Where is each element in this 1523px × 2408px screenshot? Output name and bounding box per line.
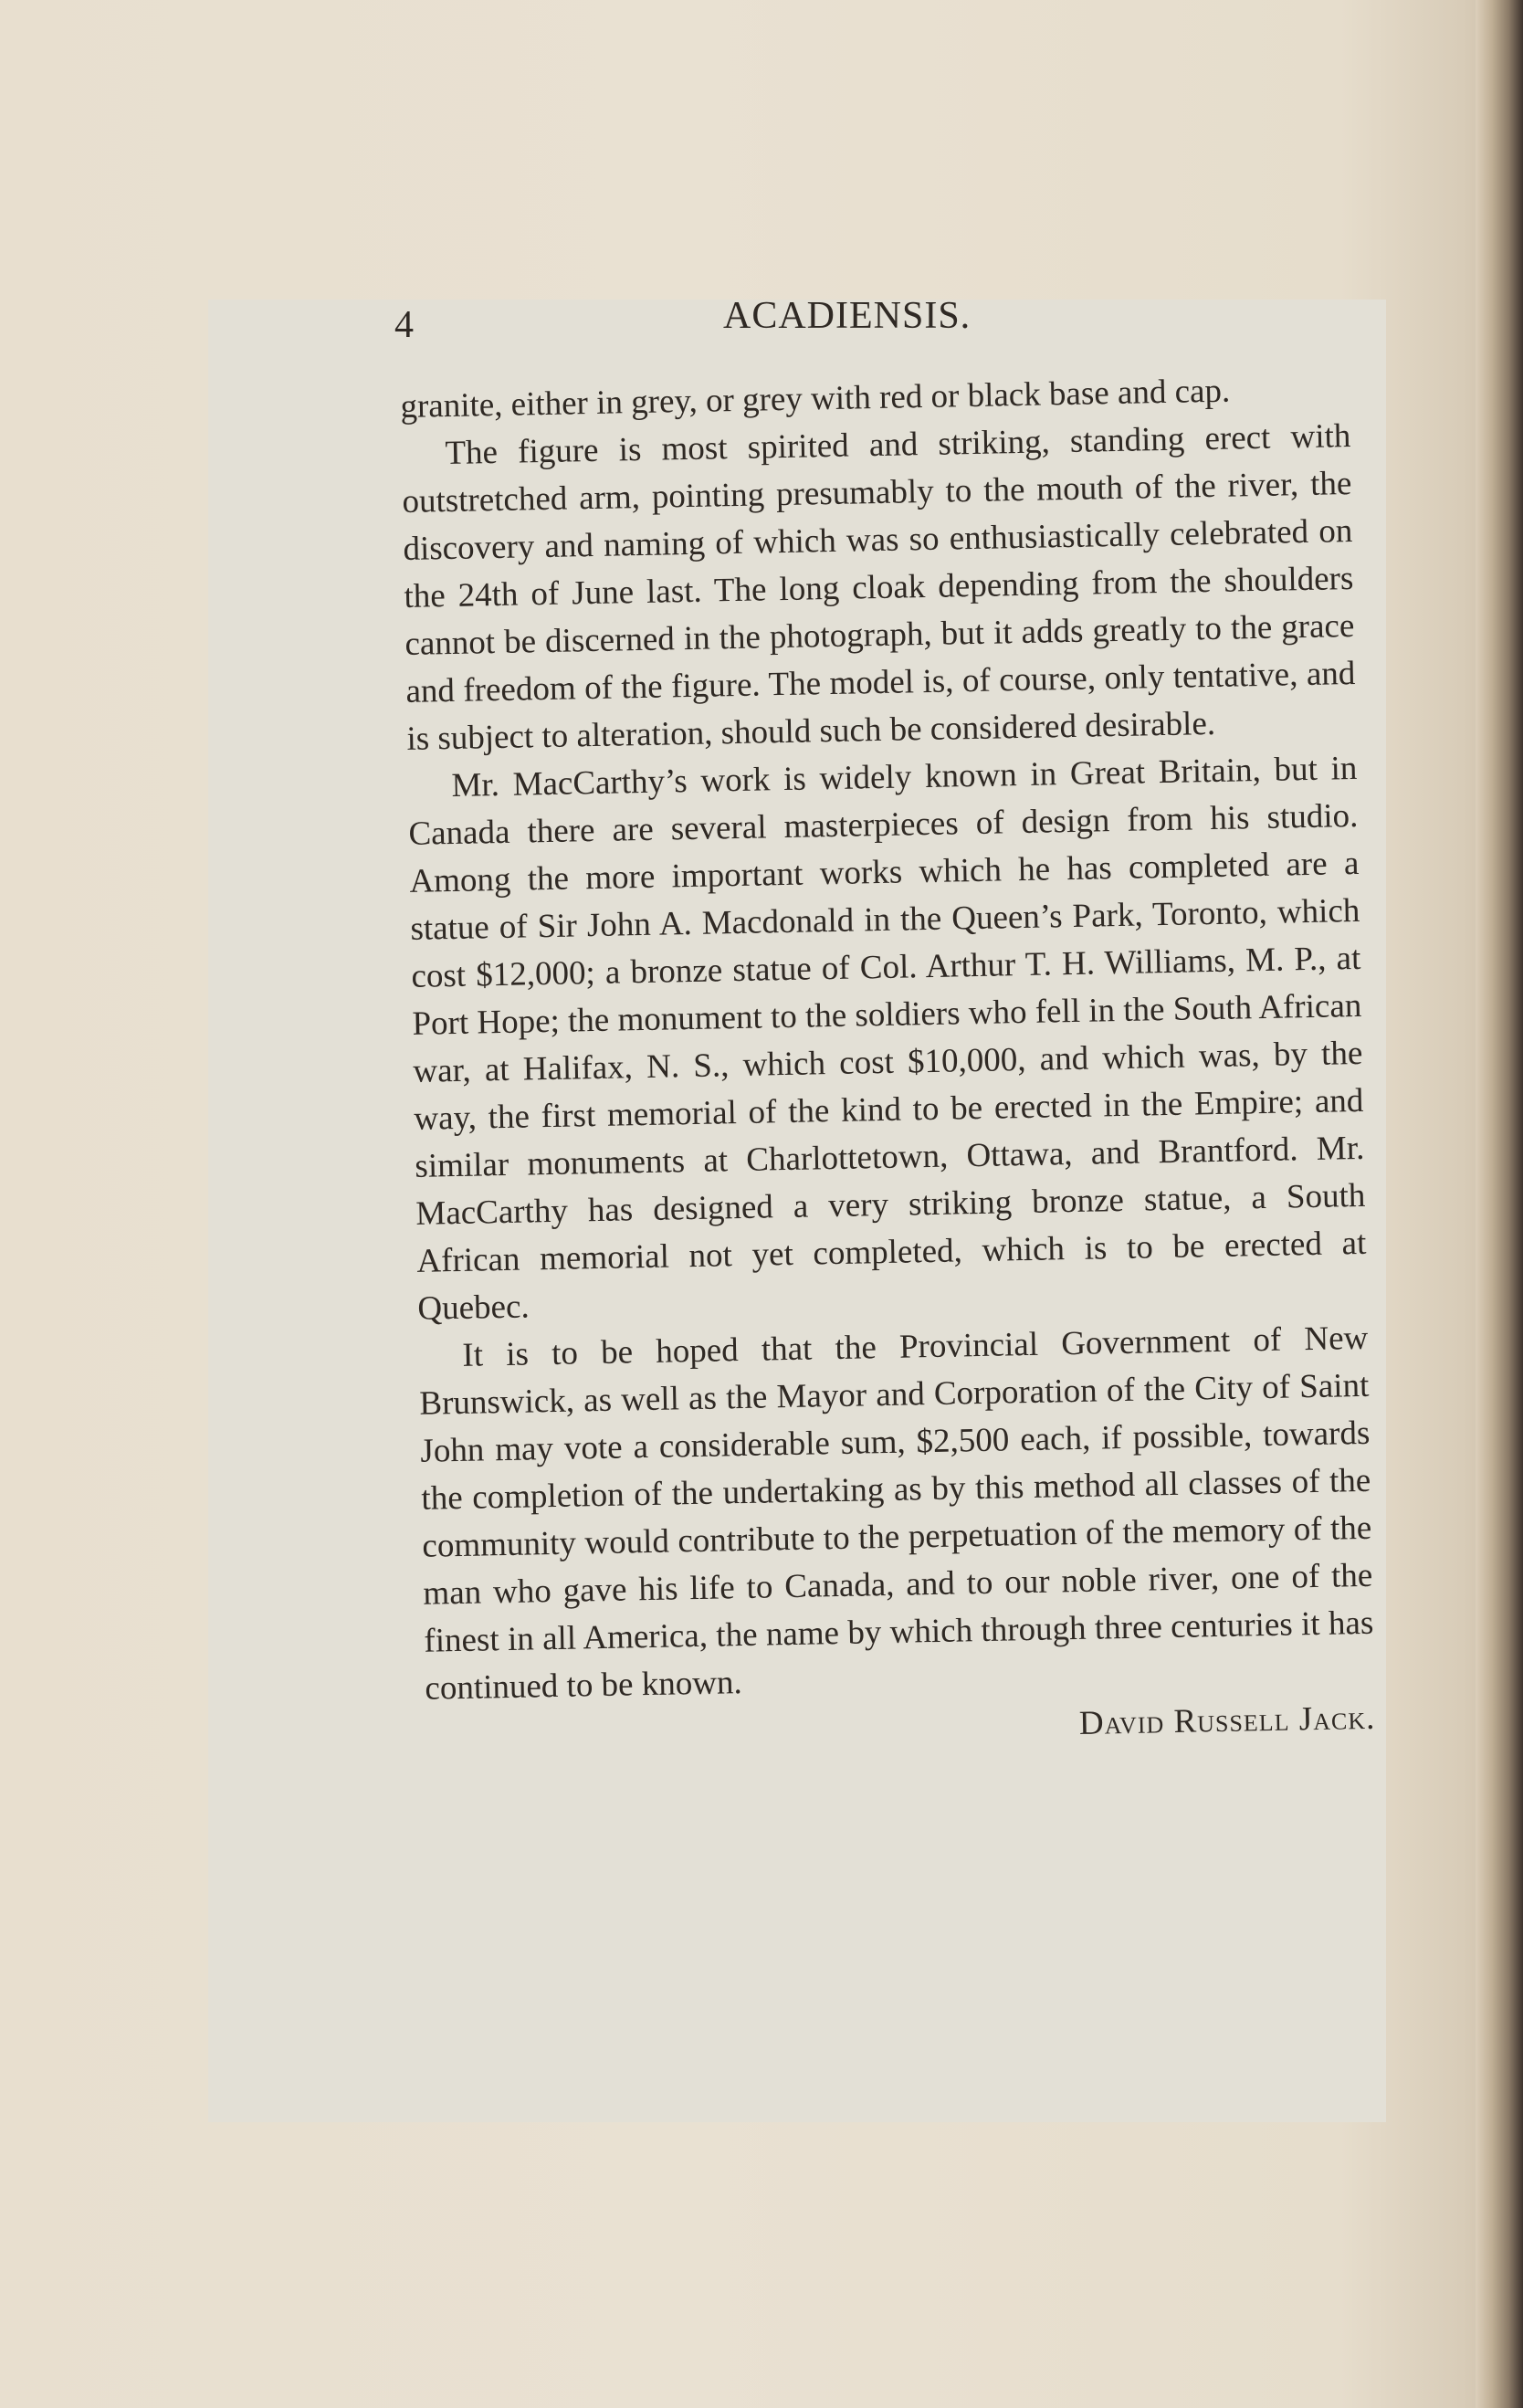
article-body (400, 365, 1376, 1761)
paragraph-4: It is to be hoped that the Provincial Government of New Brunswick, as well as the Mayor and Corporation of the City of Saint John may vote a considerable sum, $2,500 each, if possible, towards the completion of the undertaking as by this method all classes of the community would contribute to the perpetuation of the memory of the man who gave his life to Canada, and to our noble river, one of the finest in all America, the name by which through three centuries it has continued to be known. (419, 1319, 1374, 1708)
paragraph-2: The figure is most spirited and striking, standing erect with outstretched arm, pointing presumably to the mouth of the river, the discovery and naming of which was so enthusiastically celebrated on the 24th of June last. The long cloak depending from the shoulders cannot be discerned in the photograph, but it adds greatly to the grace and freedom of the figure. The model is, of course, only tentative, and is subject to alteration, should such be considered desirable. (402, 417, 1356, 758)
page-number: 4 (394, 304, 414, 346)
book-spine-edge (1476, 0, 1523, 2408)
paragraph-1: granite, either in grey, or grey with red or black base and cap. (400, 372, 1231, 426)
author-signature: David Russell Jack. (1078, 1698, 1376, 1742)
paragraph-3: Mr. MacCarthy’s work is widely known in Great Britain, but in Canada there are several masterpieces of design from his studio. Among the more important works which he has completed are a statue of Sir John A. Macdonald in the Queen’s Park, Toronto, which cost $12,000; a bronze statue of Col. Arthur T. H. Williams, M. P., at Port Hope; the monument to the soldiers who fell in the South African war, at Halifax, N. S., which cost $10,000, and which was, by the way, the first memorial of the kind to be erected in the Empire; and similar monuments at Charlottetown, Ottawa, and Brantford. Mr. MacCarthy has designed a very striking bronze statue, a South African memorial not yet completed, which is to be erected at Quebec. (408, 749, 1367, 1328)
running-title: ACADIENSIS. (723, 295, 972, 337)
